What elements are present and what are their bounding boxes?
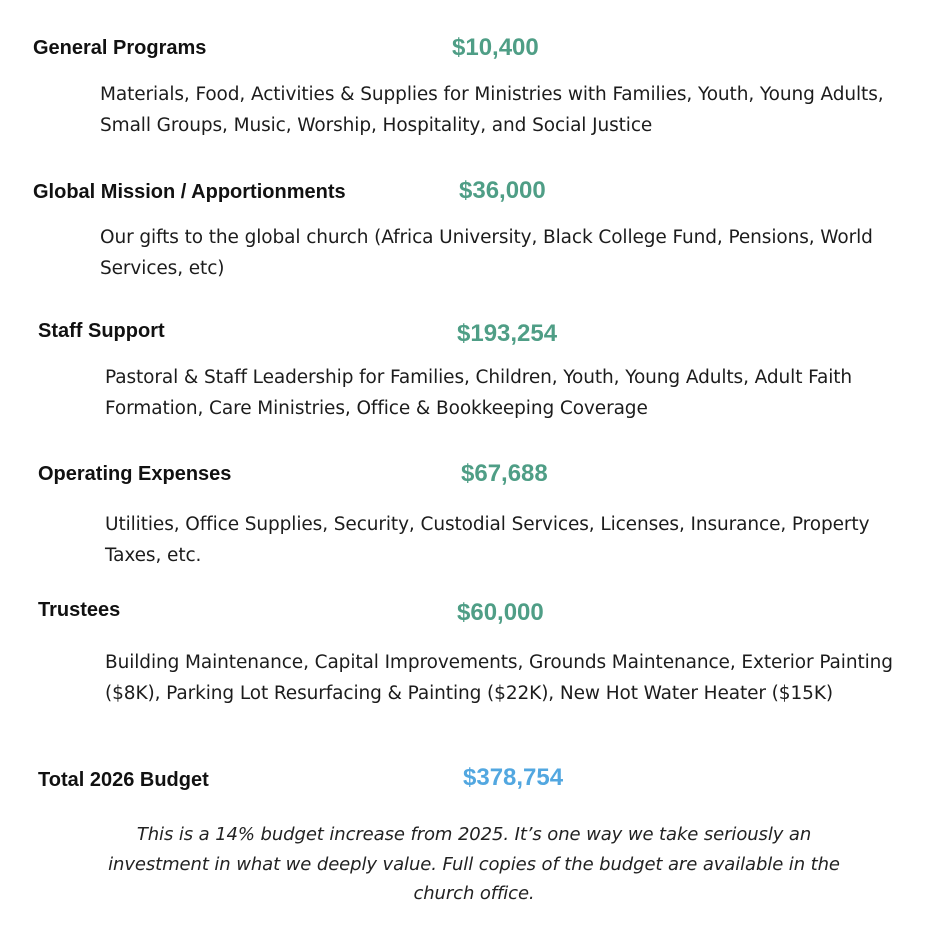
section-amount-global-mission: $36,000	[459, 177, 546, 204]
section-heading-trustees: Trustees	[38, 599, 121, 621]
section-description-staff-support: Pastoral & Staff Leadership for Families, Children, Youth, Young Adults, Adult Faith Formation, Care Ministries, Office & Bookkeeping Coverage	[105, 367, 853, 419]
section-heading-general-programs: General Programs	[33, 37, 207, 59]
section-amount-staff-support: $193,254	[457, 320, 558, 347]
section-amount-operating-expenses: $67,688	[461, 460, 548, 487]
section-heading-staff-support: Staff Support	[38, 320, 165, 342]
section-amount-general-programs: $10,400	[452, 34, 539, 61]
section-description-global-mission: Our gifts to the global church (Africa University, Black College Fund, Pensions, World Services, etc)	[100, 227, 873, 279]
section-description-general-programs: Materials, Food, Activities & Supplies for Ministries with Families, Youth, Young Adults, Small Groups, Music, Worship, Hospitality, and Social Justice	[100, 84, 884, 136]
section-heading-global-mission: Global Mission / Apportionments	[33, 181, 346, 203]
section-description-trustees: Building Maintenance, Capital Improvements, Grounds Maintenance, Exterior Painting ($8K), Parking Lot Resurfacing & Painting ($22K), New Hot Water Heater ($15K)	[105, 652, 893, 704]
total-budget-amount: $378,754	[463, 764, 564, 791]
budget-note: This is a 14% budget increase from 2025. It’s one way we take seriously an investment in what we deeply value. Full copies of the budget are available in the church office.	[108, 824, 840, 904]
section-amount-trustees: $60,000	[457, 599, 544, 626]
total-budget-heading: Total 2026 Budget	[38, 769, 209, 791]
section-description-operating-expenses: Utilities, Office Supplies, Security, Custodial Services, Licenses, Insurance, Property Taxes, etc.	[105, 514, 870, 566]
section-heading-operating-expenses: Operating Expenses	[38, 463, 232, 485]
